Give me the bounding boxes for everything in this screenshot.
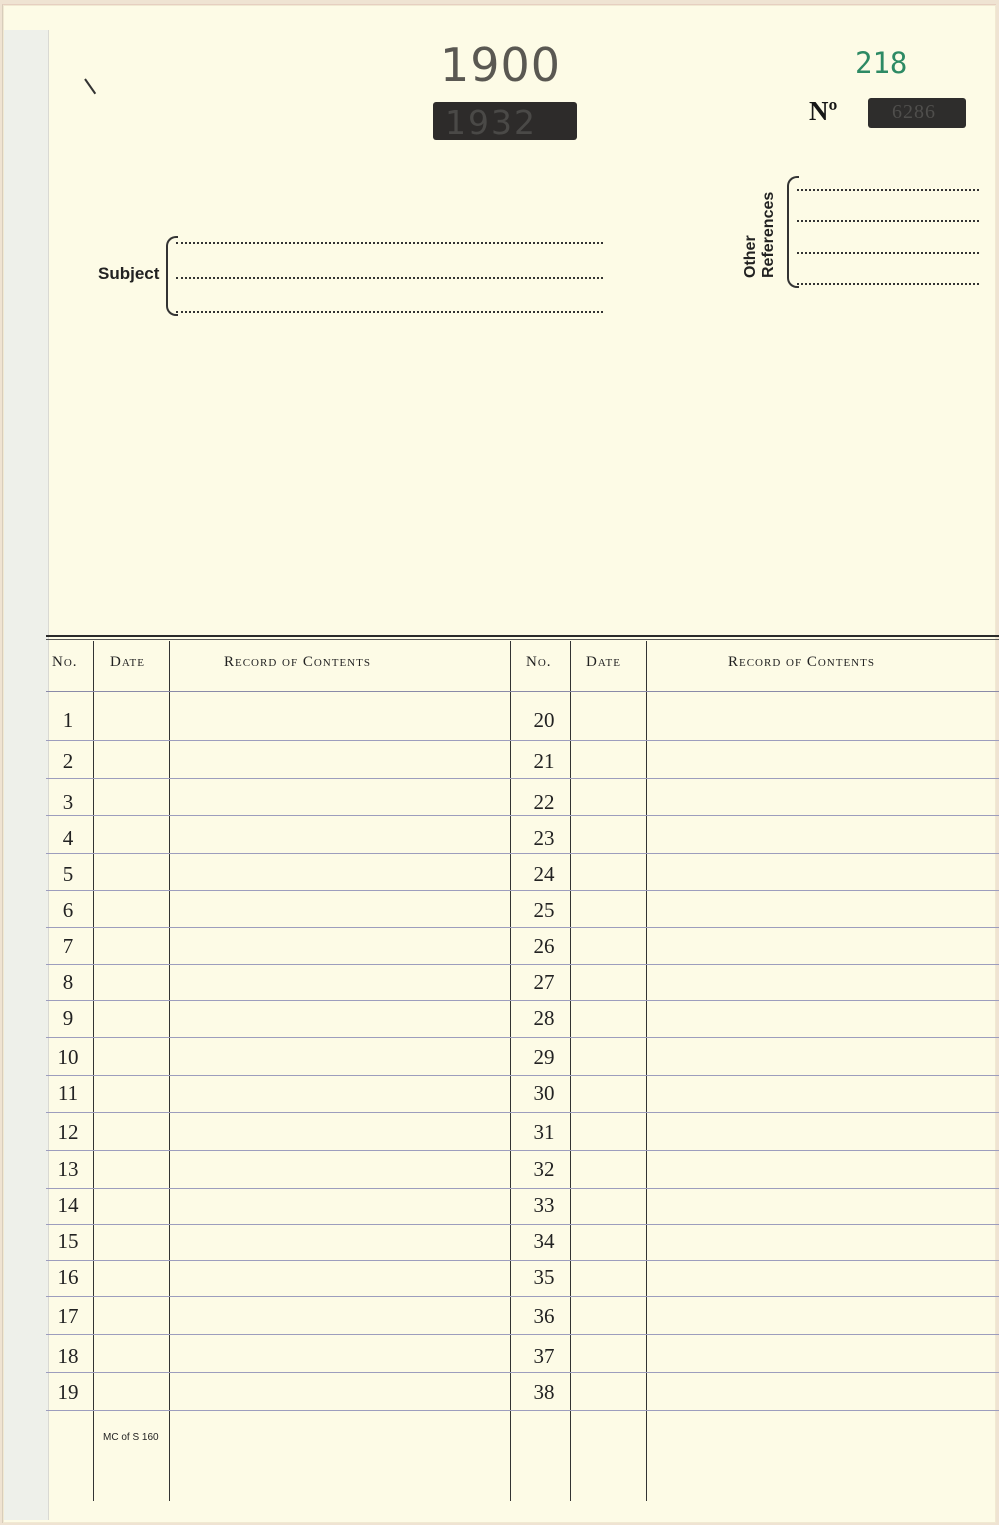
subject-line-1 bbox=[176, 242, 603, 244]
row-rule bbox=[46, 1334, 999, 1335]
row-number-left: 4 bbox=[62, 826, 74, 850]
row-number-right: 22 bbox=[533, 790, 555, 814]
row-number-left: 16 bbox=[57, 1265, 79, 1289]
row-number-right: 34 bbox=[533, 1229, 555, 1253]
row-number-left: 10 bbox=[57, 1045, 79, 1069]
row-rule bbox=[46, 778, 999, 779]
header-rule bbox=[46, 691, 999, 692]
row-number-right: 38 bbox=[533, 1380, 555, 1404]
row-number-left: 2 bbox=[62, 749, 74, 773]
form-code: MC of S 160 bbox=[103, 1432, 159, 1443]
row-rule bbox=[46, 1188, 999, 1189]
row-number-right: 26 bbox=[533, 934, 555, 958]
row-number-left: 3 bbox=[62, 790, 74, 814]
row-number-left: 12 bbox=[57, 1120, 79, 1144]
row-rule bbox=[46, 815, 999, 816]
subject-line-3 bbox=[176, 311, 603, 313]
row-number-left: 17 bbox=[57, 1304, 79, 1328]
row-number-left: 19 bbox=[57, 1380, 79, 1404]
row-rule bbox=[46, 740, 999, 741]
row-rule bbox=[46, 1075, 999, 1076]
row-rule bbox=[46, 1372, 999, 1373]
binding-strip bbox=[4, 30, 49, 1520]
row-rule bbox=[46, 927, 999, 928]
row-number-left: 6 bbox=[62, 898, 74, 922]
other-references-line-2 bbox=[797, 220, 979, 222]
row-rule bbox=[46, 964, 999, 965]
row-number-right: 25 bbox=[533, 898, 555, 922]
row-number-right: 30 bbox=[533, 1081, 555, 1105]
row-rule bbox=[46, 1260, 999, 1261]
row-number-left: 14 bbox=[57, 1193, 79, 1217]
header-no-left: No. bbox=[52, 654, 78, 670]
green-stamp-number: 218 bbox=[855, 46, 908, 80]
other-references-label bbox=[742, 168, 778, 278]
row-number-left: 7 bbox=[62, 934, 74, 958]
row-number-right: 24 bbox=[533, 862, 555, 886]
row-number-right: 27 bbox=[533, 970, 555, 994]
other-references-line-4 bbox=[797, 283, 979, 285]
row-number-left: 11 bbox=[57, 1081, 79, 1105]
row-number-right: 37 bbox=[533, 1344, 555, 1368]
row-rule bbox=[46, 1000, 999, 1001]
row-rule bbox=[46, 1150, 999, 1151]
subject-brace bbox=[166, 236, 178, 316]
row-rule bbox=[46, 1224, 999, 1225]
header-date-right: Date bbox=[586, 654, 621, 670]
row-number-right: 20 bbox=[533, 708, 555, 732]
row-number-left: 1 bbox=[62, 708, 74, 732]
table-top-rule bbox=[46, 635, 999, 637]
other-references-line-1 bbox=[797, 189, 979, 191]
other-references-label-line1: Other bbox=[742, 235, 759, 278]
row-rule bbox=[46, 1296, 999, 1297]
file-number-value: 6286 bbox=[892, 101, 936, 123]
other-references-brace bbox=[787, 176, 799, 288]
header-contents-right: Record of Contents bbox=[728, 654, 875, 670]
row-number-right: 29 bbox=[533, 1045, 555, 1069]
other-references-line-3 bbox=[797, 252, 979, 254]
header-no-right: No. bbox=[526, 654, 552, 670]
row-number-left: 13 bbox=[57, 1157, 79, 1181]
header-contents-left: Record of Contents bbox=[224, 654, 371, 670]
row-number-left: 5 bbox=[62, 862, 74, 886]
row-rule bbox=[46, 1410, 999, 1411]
row-number-right: 36 bbox=[533, 1304, 555, 1328]
header-date-left: Date bbox=[110, 654, 145, 670]
row-number-right: 32 bbox=[533, 1157, 555, 1181]
year-start-stamp: 1900 bbox=[440, 38, 562, 92]
file-number-label: Nº bbox=[809, 96, 838, 126]
year-end-stamp: 1932 bbox=[445, 103, 537, 142]
row-rule bbox=[46, 853, 999, 854]
row-number-right: 21 bbox=[533, 749, 555, 773]
subject-label: Subject bbox=[98, 264, 160, 283]
row-number-right: 23 bbox=[533, 826, 555, 850]
row-rule bbox=[46, 890, 999, 891]
row-number-left: 9 bbox=[62, 1006, 74, 1030]
row-rule bbox=[46, 1037, 999, 1038]
row-number-right: 33 bbox=[533, 1193, 555, 1217]
row-number-left: 8 bbox=[62, 970, 74, 994]
row-number-right: 28 bbox=[533, 1006, 555, 1030]
row-number-left: 18 bbox=[57, 1344, 79, 1368]
other-references-label-line2: References bbox=[760, 191, 777, 278]
table-top-rule-thin bbox=[46, 639, 999, 640]
subject-line-2 bbox=[176, 277, 603, 279]
row-rule bbox=[46, 1112, 999, 1113]
row-number-left: 15 bbox=[57, 1229, 79, 1253]
row-number-right: 31 bbox=[533, 1120, 555, 1144]
row-number-right: 35 bbox=[533, 1265, 555, 1289]
